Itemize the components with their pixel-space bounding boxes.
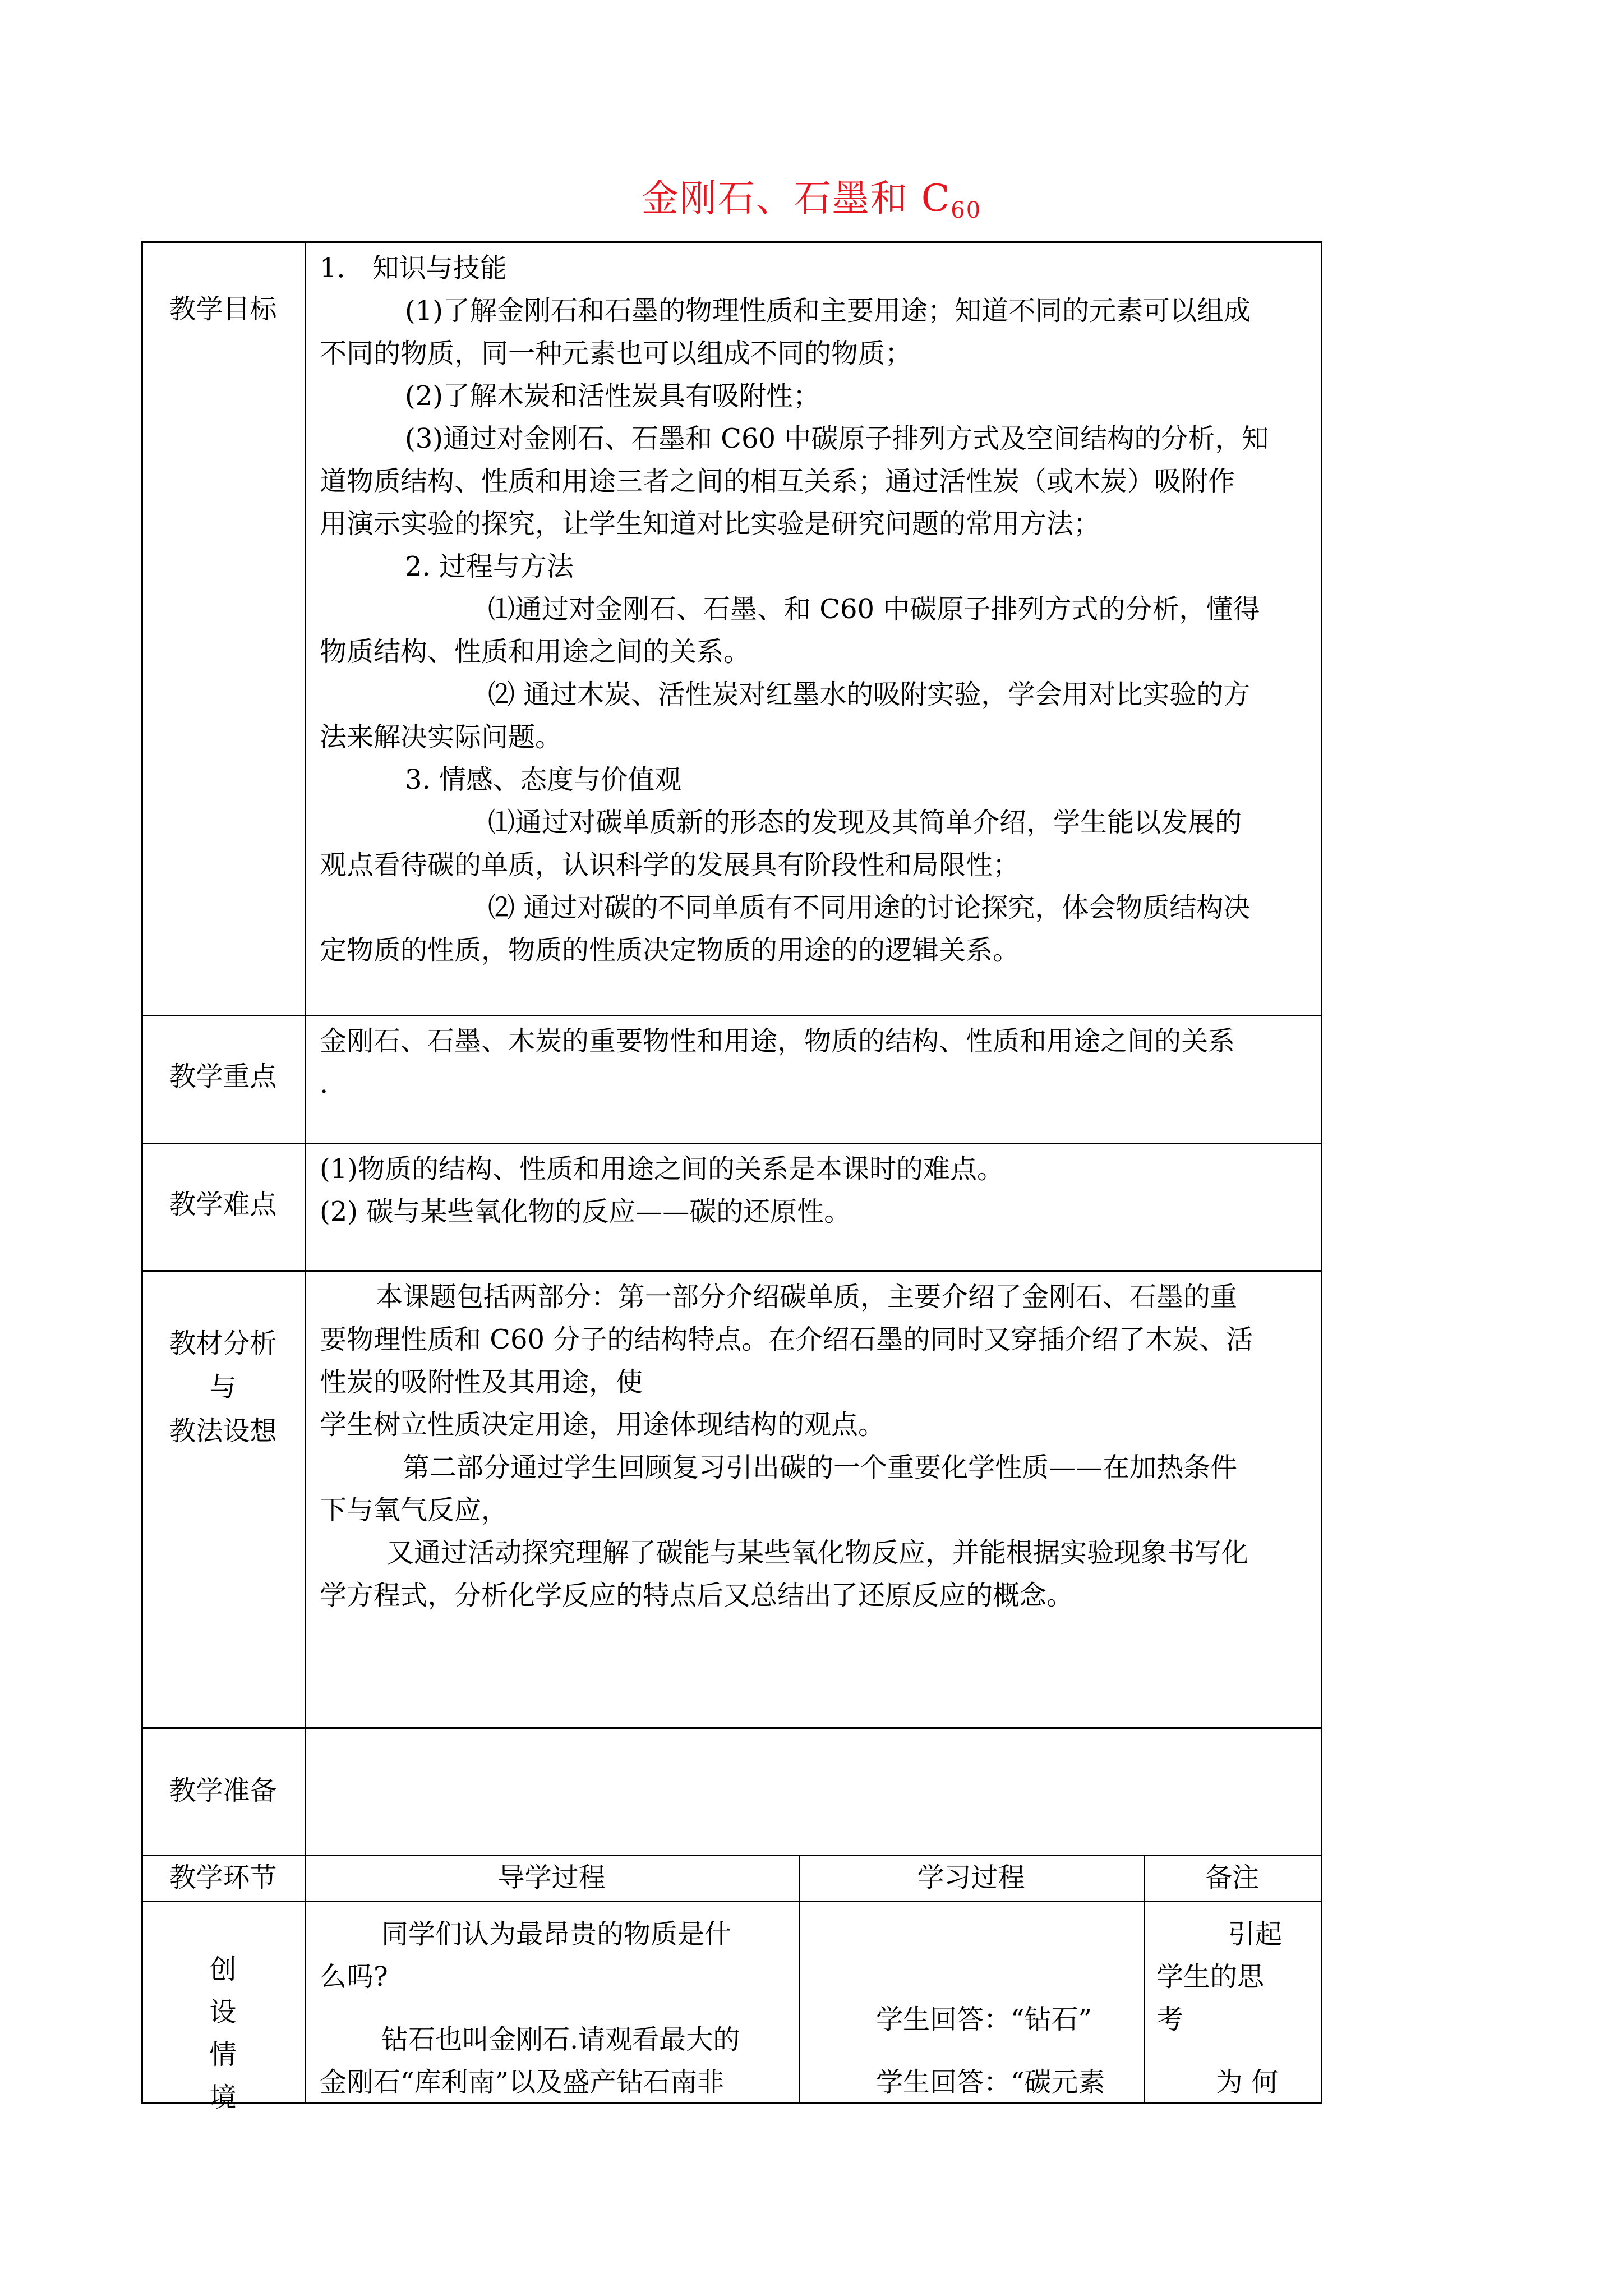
row-divider — [141, 1901, 1322, 1902]
text-line: 第二部分通过学生回顾复习引出碳的一个重要化学性质——在加热条件 — [403, 1452, 1238, 1483]
note-line: 为 何 — [1216, 2067, 1279, 2098]
text-line: ⑴通过对金刚石、石墨、和 C60 中碳原子排列方式的分析，懂得 — [488, 593, 1260, 625]
header-note: 备注 — [1205, 1862, 1259, 1893]
learn-line: 学生回答：“钻石” — [876, 2004, 1092, 2035]
scenario-label-char: 境 — [209, 2082, 237, 2113]
text-line: ⑵ 通过对碳的不同单质有不同用途的讨论探究，体会物质结构决 — [488, 892, 1251, 923]
key-points-line: 金刚石、石墨、木炭的重要物性和用途，物质的结构、性质和用途之间的关系 — [320, 1025, 1235, 1057]
preparation-label: 教学准备 — [169, 1775, 277, 1806]
text-line: 本课题包括两部分：第一部分介绍碳单质，主要介绍了金刚石、石墨的重 — [376, 1281, 1238, 1313]
scenario-label-char: 设 — [209, 1996, 237, 2028]
note-line: 学生的思 — [1156, 1961, 1265, 1993]
text-line: 性炭的吸附性及其用途，使 — [320, 1366, 643, 1398]
text-line: (2)了解木炭和活性炭具有吸附性； — [405, 380, 820, 412]
scenario-label-char: 情 — [209, 2039, 237, 2070]
header-guide: 导学过程 — [497, 1862, 606, 1893]
label-column-divider — [305, 241, 306, 2104]
table-border-bottom — [141, 2102, 1322, 2104]
text-line: 定物质的性质，物质的性质决定物质的用途的的逻辑关系。 — [320, 935, 1020, 966]
text-line: 1． 知识与技能 — [320, 252, 507, 284]
row-divider — [141, 1270, 1322, 1272]
text-line: 观点看待碳的单质，认识科学的发展具有阶段性和局限性； — [320, 849, 1020, 881]
guide-line: 钻石也叫金刚石.请观看最大的 — [381, 2024, 740, 2055]
analysis-label-line: 教材分析 — [169, 1328, 277, 1359]
guide-line: 同学们认为最昂贵的物质是什 — [381, 1918, 732, 1950]
header-learn: 学习过程 — [917, 1862, 1025, 1893]
text-line: 物质结构、性质和用途之间的关系。 — [320, 636, 751, 668]
text-line: 法来解决实际问题。 — [320, 721, 562, 753]
analysis-label-line: 教法设想 — [169, 1415, 277, 1447]
difficulties-line: (1)物质的结构、性质和用途之间的关系是本课时的难点。 — [320, 1153, 1004, 1185]
text-line: 道物质结构、性质和用途三者之间的相互关系；通过活性炭（或木炭）吸附作 — [320, 466, 1235, 497]
row-divider — [141, 1727, 1322, 1729]
text-line: 用演示实验的探究，让学生知道对比实验是研究问题的常用方法； — [320, 508, 1101, 540]
text-line: (3)通过对金刚石、石墨和 C60 中碳原子排列方式及空间结构的分析，知 — [405, 423, 1269, 454]
table-border-top — [141, 241, 1322, 243]
learn-line: 学生回答：“碳元素 — [876, 2067, 1105, 2098]
guide-line: 金刚石“库利南”以及盛产钻石南非 — [320, 2067, 725, 2098]
text-line: 又通过活动探究理解了碳能与某些氧化物反应，并能根据实验现象书写化 — [387, 1537, 1249, 1568]
text-line: (1)了解金刚石和石墨的物理性质和主要用途；知道不同的元素可以组成 — [405, 295, 1251, 326]
key-points-label: 教学重点 — [169, 1061, 277, 1092]
analysis-label-line: 与 — [209, 1372, 237, 1403]
note-line: 引起 — [1228, 1918, 1283, 1950]
guide-line: 么吗? — [320, 1961, 388, 1993]
objectives-label: 教学目标 — [169, 293, 277, 325]
text-line: 3. 情感、态度与价值观 — [405, 764, 682, 795]
text-line: 2. 过程与方法 — [405, 551, 574, 582]
table-border-left — [141, 241, 143, 2104]
table-border-right — [1321, 241, 1322, 2104]
text-line: ⑴通过对碳单质新的形态的发现及其简单介绍，学生能以发展的 — [488, 807, 1242, 838]
scenario-label-char: 创 — [209, 1954, 237, 1985]
text-line: 学生树立性质决定用途，用途体现结构的观点。 — [320, 1409, 886, 1441]
row-divider — [141, 1015, 1322, 1016]
text-line: 要物理性质和 C60 分子的结构特点。在介绍石墨的同时又穿插介绍了木炭、活 — [320, 1324, 1253, 1355]
text-line: 学方程式，分析化学反应的特点后又总结出了还原反应的概念。 — [320, 1580, 1074, 1611]
text-line: ⑵ 通过木炭、活性炭对红墨水的吸附实验，学会用对比实验的方 — [488, 679, 1251, 710]
difficulties-label: 教学难点 — [169, 1189, 277, 1220]
note-line: 考 — [1156, 2004, 1184, 2035]
text-line: 下与氧气反应， — [320, 1494, 509, 1526]
key-points-line: . — [320, 1068, 329, 1099]
header-stage: 教学环节 — [169, 1862, 277, 1893]
difficulties-line: (2) 碳与某些氧化物的反应——碳的还原性。 — [320, 1196, 851, 1227]
page-title: 金刚石、石墨和 $C_{60}$ — [641, 177, 982, 223]
row-divider — [141, 1143, 1322, 1144]
text-line: 不同的物质，同一种元素也可以组成不同的物质； — [320, 338, 912, 369]
